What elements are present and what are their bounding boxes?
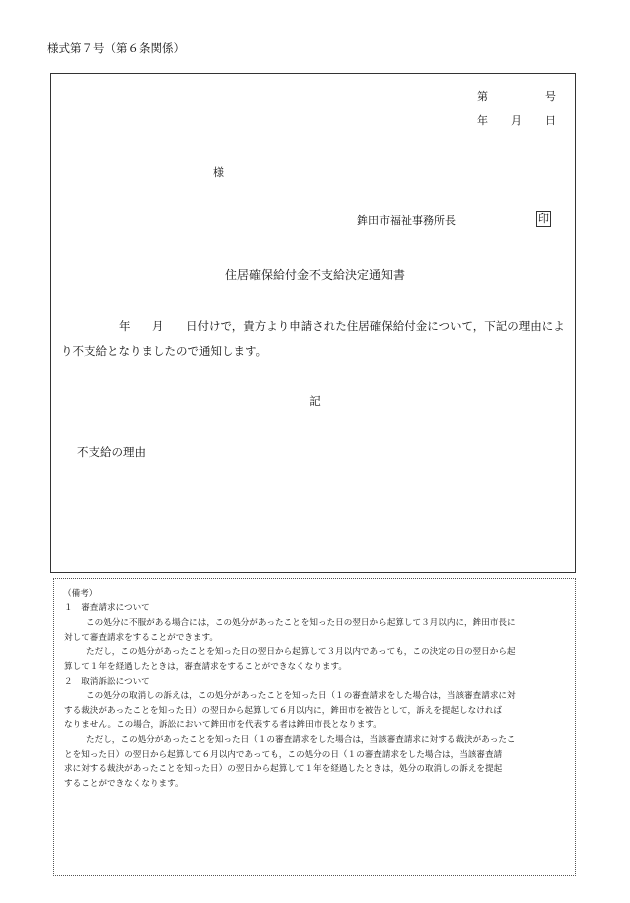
date-month: 月 <box>511 114 522 127</box>
document-title: 住居確保給付金不支給決定通知書 <box>224 268 405 282</box>
document-number-suffix: 号 <box>545 90 556 103</box>
body-text-line-1: 日付けで，貴方より申請された住居確保給付金について，下記の理由によ <box>186 319 565 333</box>
remarks-line: 対して審査請求をすることができます。 <box>64 633 219 643</box>
seal-mark: 印 <box>538 212 549 225</box>
remarks-line: この処分の取消しの訴えは，この処分があったことを知った日（１の審査請求をした場合は，当該審査請求に対 <box>86 691 516 701</box>
document-number-prefix: 第 <box>477 90 488 103</box>
date-year: 年 <box>477 114 488 127</box>
remarks-line: することができなくなります。 <box>64 779 184 789</box>
remarks-line: １ 審査請求について <box>64 603 150 613</box>
remarks-line: この処分に不服がある場合には，この処分があったことを知った日の翌日から起算して３月以内に，鉾田市長に <box>86 618 516 628</box>
recipient-honorific: 様 <box>213 166 224 179</box>
body-date-month: 月 <box>152 319 164 333</box>
remarks-line: ただし，この処分があったことを知った日（１の審査請求をした場合は，当該審査請求に対する裁決があったこ <box>86 735 516 745</box>
ki-heading: 記 <box>309 394 321 408</box>
reason-label: 不支給の理由 <box>77 445 146 459</box>
issuer-name: 鉾田市福祉事務所長 <box>357 214 456 227</box>
remarks-line: なりません。この場合，訴訟において鉾田市を代表する者は鉾田市長となります。 <box>64 720 382 730</box>
remarks-heading: （備考） <box>63 589 98 599</box>
remarks-line: 算して１年を経過したときは，審査請求をすることができなくなります。 <box>64 662 347 672</box>
remarks-line: する裁決があったことを知った日）の翌日から起算して６月以内に，鉾田市を被告として，訴えを提起しなければ <box>64 706 503 716</box>
body-date-year: 年 <box>119 319 131 333</box>
form-number-label: 様式第７号（第６条関係） <box>47 41 185 55</box>
remarks-line: とを知った日）の翌日から起算して６月以内であっても，この処分の日（１の審査請求をした場合は，当該審査請 <box>64 750 503 760</box>
remarks-line: ただし，この処分があったことを知った日の翌日から起算して３月以内であっても，この決定の日の翌日から起 <box>86 647 516 657</box>
remarks-line: ２ 取消訴訟について <box>64 677 150 687</box>
body-text-line-2: り不支給となりましたので通知します。 <box>61 344 268 358</box>
remarks-line: 求に対する裁決があったことを知った日）の翌日から起算して１年を経過したときは，処分の取消しの訴えを提起 <box>64 764 503 774</box>
date-day: 日 <box>545 114 556 127</box>
